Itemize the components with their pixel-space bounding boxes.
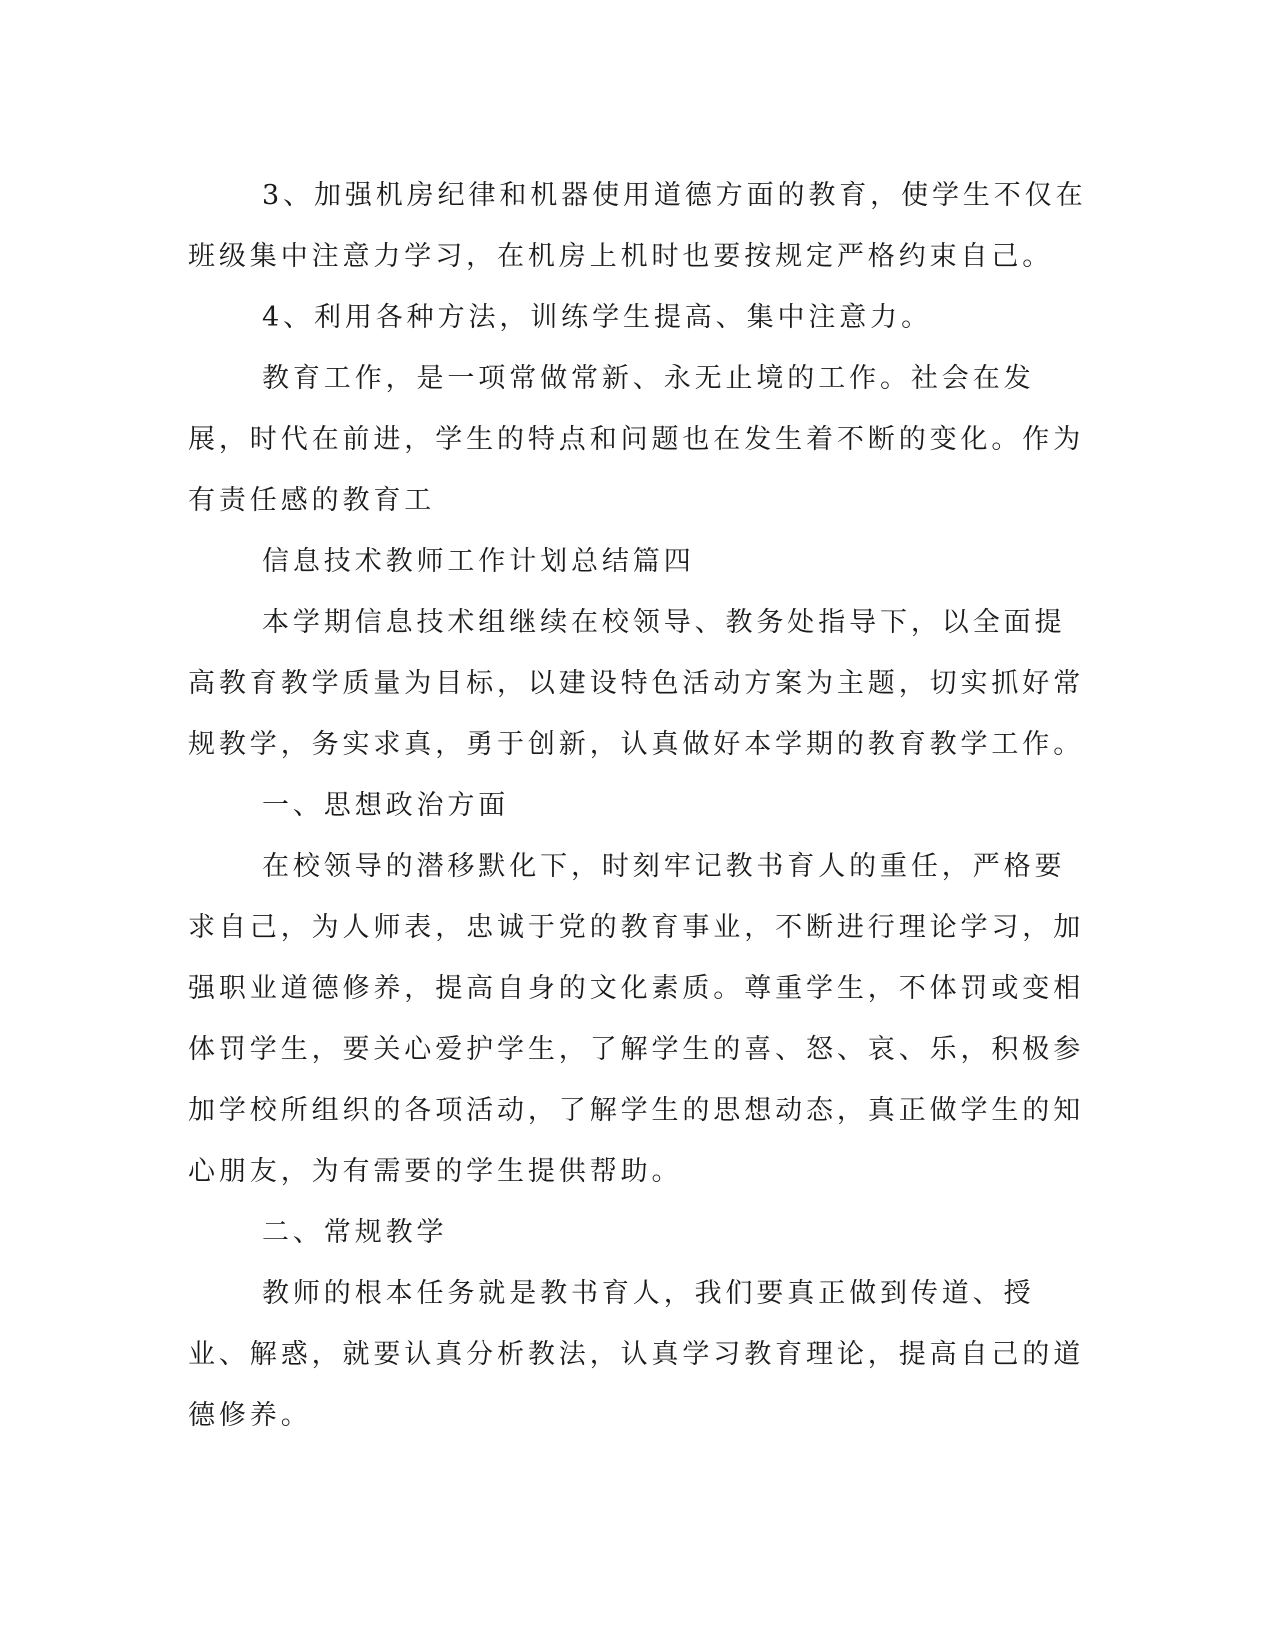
paragraph-routine-teaching: 教师的根本任务就是教书育人，我们要真正做到传道、授业、解惑，就要认真分析教法，认真学习教育理论，提高自己的道德修养。 [188,1278,1085,1431]
paragraph-education-work: 教育工作，是一项常做常新、永无止境的工作。社会在发展，时代在前进，学生的特点和问题也在发生着不断的变化。作为有责任感的教育工 [188,363,1085,516]
heading-routine-teaching: 二、常规教学 [262,1217,448,1248]
paragraph-ideology: 在校领导的潜移默化下，时刻牢记教书育人的重任，严格要求自己，为人师表，忠诚于党的教育事业，不断进行理论学习，加强职业道德修养，提高自身的文化素质。尊重学生，不体罚或变相体罚学生，要关心爱护学生，了解学生的喜、怒、哀、乐，积极参加学校所组织的各项活动，了解学生的思想动态，真正做学生的知心朋友，为有需要的学生提供帮助。 [188,851,1085,1187]
paragraph-intro: 本学期信息技术组继续在校领导、教务处指导下，以全面提高教育教学质量为目标，以建设特色活动方案为主题，切实抓好常规教学，务实求真，勇于创新，认真做好本学期的教育教学工作。 [188,607,1085,760]
heading-ideology: 一、思想政治方面 [262,790,510,821]
document-body [188,165,1088,1446]
paragraph-item-3-discipline: 3、加强机房纪律和机器使用道德方面的教育，使学生不仅在班级集中注意力学习，在机房上机时也要按规定严格约束自己。 [188,180,1087,272]
paragraph-item-4-attention: 4、利用各种方法，训练学生提高、集中注意力。 [262,302,932,333]
section-title: 信息技术教师工作计划总结篇四 [262,546,695,577]
